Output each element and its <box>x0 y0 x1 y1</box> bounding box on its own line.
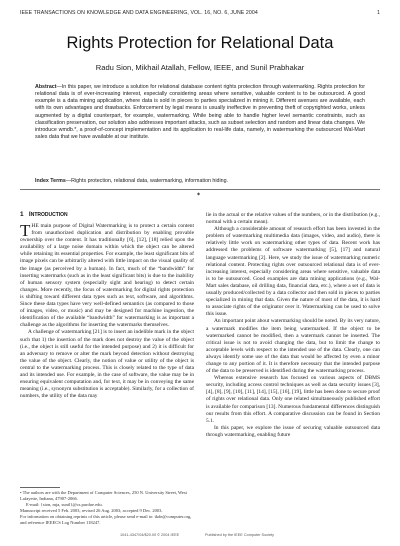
drop-cap: T <box>20 223 31 240</box>
journal-line: IEEE TRANSACTIONS ON KNOWLEDGE AND DATA ENGINEERING, VOL. 16, NO. 6, JUNE 2004 <box>20 10 258 16</box>
paper-title: Rights Protection for Relational Data <box>66 34 334 52</box>
abstract-text: —In this paper, we introduce a solution for relational database content rights protection through watermarking. Rights protection for relational data is of ever-increasing interest, especially considering areas where sensitive, valuable content is to be outsourced. A good example is a data mining application, where data is sold in pieces to parties specialized in mining it. Different avenues are available, each with its own advantages and drawbacks. Enforcement by legal means is usually ineffective in preventing theft of copyrighted works, unless augmented by a digital counterpart, for example, watermarking. While being able to handle higher level semantic constraints, such as classification preservation, our solution also addresses important attacks, such as subset selection and random and linear data changes. We introduce wmdb.*, a proof-of-concept implementation and its application to real-life data, namely, in watermarking the outsourced Wal-Mart sales data that we have available at our institute. <box>35 84 365 141</box>
index-terms-text: —Rights protection, relational data, watermarking, information hiding. <box>65 178 229 184</box>
abstract <box>35 84 365 141</box>
author-line: Radu Sion, Mikhail Atallah, Fellow, IEEE, and Sunil Prabhakar <box>95 63 305 72</box>
footnote-divider <box>20 487 60 488</box>
right-paragraph-3: An important point about watermarking should be noted. By its very nature, a watermark modifies the item being watermarked. If the object to be watermarked cannot be modified, then a watermark cannot be inserted. The critical issue is not to avoid changing the data, but to limit the change to acceptable levels with respect to the intended use of the data. Clearly, one can always identify some use of the data that would be affected by even a minor change to any portion of it. It is therefore necessary that the intended purpose of the data to be preserved is identified during the watermarking process. <box>206 318 380 375</box>
index-terms <box>35 178 365 184</box>
section-number: 1 <box>20 211 24 218</box>
right-paragraph-5: In this paper, we explore the issue of securing valuable outsourced data through watermarking, enabling future <box>206 424 380 438</box>
intro-paragraph-2: A challenge of watermarking [21] is to insert an indelible mark in the object such that 1) the insertion of the mark does not destroy the value of the object (i.e., the object is still useful for the intended purpose) and 2) it is difficult for an adversary to remove or alter the mark beyond detection without destroying the value of the object. Clearly, the notion of value or utility of the object is central to the watermarking process. This is closely related to the type of data and its intended use. For example, in the case of software, the value may be in ensuring equivalent computation and, for text, it may be in conveying the same meaning (i.e., synonym substitution is acceptable). Similarly, for a collection of numbers, the utility of the data may <box>20 329 194 400</box>
right-paragraph-2: Although a considerable amount of research effort has been invested in the problem of watermarking multimedia data (images, video, and audio), there is relatively little work on watermarking other types of data. Recent work has addressed the problems of software watermarking [5], [17] and natural language watermarking [2]. Here, we study the issue of watermarking numeric relational content. Protecting rights over outsourced relational data is of ever-increasing interest, especially considering areas where sensitive, valuable data is to be outsourced. Good examples are data mining applications (e.g., Wal-Mart sales database, oil drilling data, financial data, etc.), where a set of data is usually produced/collected by a data collector and then sold in pieces to parties specialized in mining that data. Given the nature of most of the data, it is hard to associate rights of the originator over it. Watermarking can be used to solve this issue. <box>206 226 380 318</box>
right-paragraph-4: Whereas extensive research has focused on various aspects of DBMS security, including access control techniques as well as data security issues [3], [4], [8], [9], [10], [11], [14], [15], [16], [19], little has been done to secure proof of rights over relational data. Only one related simultaneously published effort is available for comparison [13]. Numerous fundamental differences distinguish our results from this effort. A comparative discussion can be found in Section 5.1. <box>206 375 380 424</box>
running-head <box>20 10 380 16</box>
footnote-reprints: For information on obtaining reprints of this article, please send e-mail to: tkde@computer.org, and reference IEEECS Log Number 118247. <box>20 513 192 525</box>
footnote-emails: E-mail: {sion, mja, sunil}@cs.purdue.edu. <box>26 501 103 507</box>
index-terms-label: Index Terms <box>35 178 66 184</box>
page-number: 1 <box>377 10 380 16</box>
abstract-label: Abstract <box>35 84 57 90</box>
divider-mark: ◆ <box>197 191 201 196</box>
header-divider <box>20 189 380 190</box>
paragraph-text: HE main purpose of Digital Watermarking is to protect a certain content from unauthorized duplication and distribution by enabling provable ownership over the content. It has traditionally [6], [12], [18] relied upon the availability of a large noise domain within which the object can be altered while retaining its essential properties. For example, the least significant bits of image pixels can be arbitrarily altered with little impact on the visual quality of the image (as perceived by a human). In fact, much of the “bandwidth” for inserting watermarks (such as in the least significant bits) is due to the inability of human sensory system (especially sight and hearing) to detect certain changes. More recently, the focus of watermarking for digital rights protection is shifting toward different data types such as text, software, and algorithms. Since these data types have very well-defined semantics (as compared to those of images, video, or music) and may be designed for machine ingestion, the identification of the available “bandwidth” for watermarking is as important a challenge as the algorithms for inserting the watermarks themselves. <box>20 223 194 329</box>
footnotes <box>20 490 194 525</box>
footnote-manuscript: Manuscript received 5 Feb. 2003; revised 26 Aug. 2003; accepted 9 Dec. 2003. <box>20 507 163 513</box>
right-paragraph-1: lie in the actual or the relative values of the numbers, or in the distribution (e.g., normal with a certain mean). <box>206 212 380 226</box>
section-title: Introduction <box>28 211 68 218</box>
right-column <box>206 212 380 537</box>
footnote-affiliation: • The authors are with the Department of Computer Sciences, 250 N. University Street, West Lafayette, Indiana, 47907-2066. <box>20 490 187 501</box>
section-heading <box>20 211 68 218</box>
left-column <box>20 223 194 485</box>
copyright-line: 1041-4347/04/$20.00 © 2004 IEEE <box>120 533 180 537</box>
intro-paragraph-1 <box>20 223 194 329</box>
publisher-line: Published by the IEEE Computer Society <box>205 533 275 537</box>
